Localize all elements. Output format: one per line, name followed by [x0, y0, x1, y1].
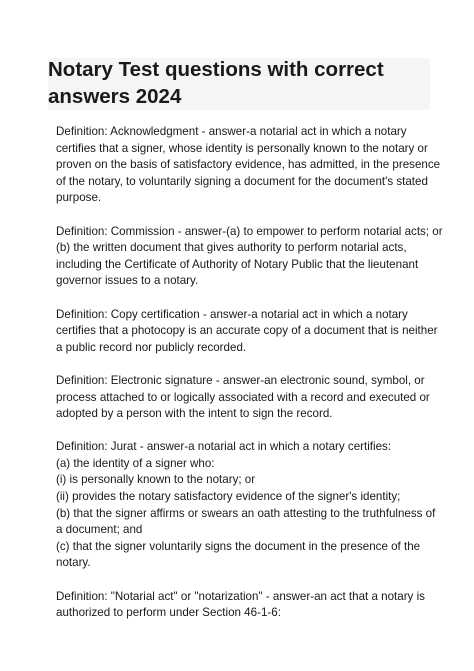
text-line: process attached to or logically associated with a record and executed or — [56, 390, 430, 404]
title-line: answers 2024 — [48, 85, 182, 108]
text-line: of the notary, to voluntarily signing a document for the document's stated — [56, 174, 428, 188]
definition-commission — [56, 224, 443, 290]
text-line: Definition: Copy certification - answer-a notarial act in which a notary — [56, 307, 408, 321]
title-box — [48, 58, 430, 110]
text-line: Definition: Jurat - answer-a notarial act in which a notary certifies: — [56, 440, 392, 454]
definition-notarial-act — [56, 589, 428, 622]
definition-electronic-signature — [56, 373, 428, 423]
text-line: Definition: Acknowledgment - answer-a notarial act in which a notary — [56, 125, 407, 138]
text-line: (a) the identity of a signer who: — [56, 456, 215, 470]
definition-acknowledgment — [56, 124, 441, 207]
text-line: authorized to perform under Section 46-1-6: — [56, 606, 281, 620]
text-line: governor issues to a notary. — [56, 274, 199, 288]
text-line: Definition: Commission - answer-(a) to empower to perform notarial acts; or — [56, 224, 443, 238]
text-line: certifies that a signer, whose identity is personally known to the notary or — [56, 141, 428, 155]
page-title — [48, 56, 422, 110]
definition-jurat — [56, 439, 436, 572]
text-line: purpose. — [56, 191, 102, 205]
text-line: (c) that the signer voluntarily signs the document in the presence of the — [56, 539, 421, 553]
text-line: (i) is personally known to the notary; or — [56, 473, 256, 487]
text-line: including the Certificate of Authority of Notary Public that the lieutenant — [56, 257, 419, 271]
text-line: proven on the basis of satisfactory evidence, has admitted, in the presence — [56, 158, 441, 172]
definition-copy-certification — [56, 307, 438, 357]
text-line: a document; and — [56, 523, 143, 537]
document-body — [56, 124, 443, 638]
text-line: Definition: Electronic signature - answer-an electronic sound, symbol, or — [56, 373, 425, 387]
text-line: (b) that the signer affirms or swears an oath attesting to the truthfulness of — [56, 506, 436, 520]
text-line: notary. — [56, 556, 91, 570]
title-line: Notary Test questions with correct — [48, 58, 384, 81]
text-line: certifies that a photocopy is an accurate copy of a document that is neither — [56, 324, 438, 338]
text-line: adopted by a person with the intent to sign the record. — [56, 407, 333, 421]
text-line: (ii) provides the notary satisfactory evidence of the signer's identity; — [56, 490, 401, 504]
text-line: (b) the written document that gives authority to perform notarial acts, — [56, 241, 407, 255]
text-line: a public record nor publicly recorded. — [56, 340, 247, 354]
text-line: Definition: "Notarial act" or "notarization" - answer-an act that a notary is — [56, 589, 425, 603]
